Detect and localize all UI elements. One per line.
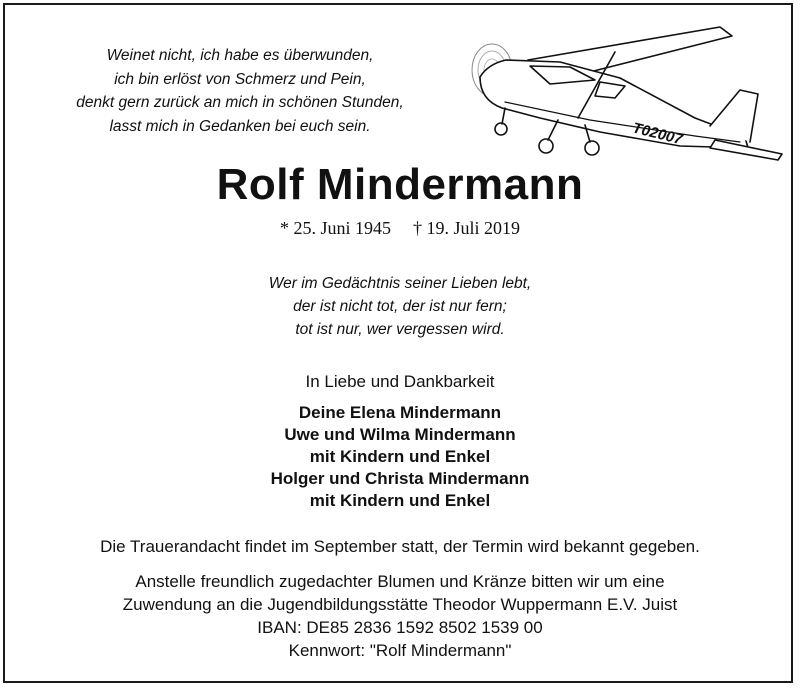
mourner-line: Deine Elena Mindermann	[298, 403, 502, 422]
birth-date: * 25. Juni 1945	[279, 218, 391, 238]
poem-line: denkt gern zurück an mich in schönen Stunden,	[76, 94, 404, 111]
mourner-line: Uwe und Wilma Mindermann	[284, 425, 516, 444]
service-notice: Die Trauerandacht findet im September statt, der Termin wird bekannt gegeben.	[100, 537, 700, 556]
deceased-name: Rolf Mindermann	[216, 160, 584, 209]
mourner-line: Holger und Christa Mindermann	[270, 469, 530, 488]
poem-line: der ist nicht tot, der ist nur fern;	[293, 298, 507, 315]
poem-line: tot ist nur, wer vergessen wird.	[295, 321, 505, 338]
opening-poem	[40, 44, 440, 138]
mourner-line: mit Kindern und Enkel	[309, 447, 491, 466]
keyword-line: Kennwort: "Rolf Mindermann"	[288, 641, 512, 660]
donation-request	[0, 570, 800, 662]
poem-line: Weinet nicht, ich habe es überwunden,	[106, 47, 374, 64]
iban-line: IBAN: DE85 2836 1592 8502 1539 00	[257, 618, 543, 637]
poem-line: ich bin erlöst von Schmerz und Pein,	[114, 70, 366, 88]
thanks-line: In Liebe und Dankbarkeit	[305, 372, 495, 391]
donation-line: Zuwendung an die Jugendbildungsstätte Theodor Wuppermann E.V. Juist	[122, 595, 678, 614]
donation-line: Anstelle freundlich zugedachter Blumen und Kränze bitten wir um eine	[135, 572, 665, 591]
death-date: † 19. Juli 2019	[413, 218, 521, 238]
poem-line: lasst mich in Gedanken bei euch sein.	[109, 117, 371, 135]
poem-line: Wer im Gedächtnis seiner Lieben lebt,	[268, 275, 532, 292]
plane-registration: T02007	[630, 119, 685, 149]
mourner-line: mit Kindern und Enkel	[309, 491, 491, 510]
life-dates	[0, 218, 800, 239]
memorial-poem	[0, 272, 800, 341]
mourners-list	[0, 402, 800, 512]
